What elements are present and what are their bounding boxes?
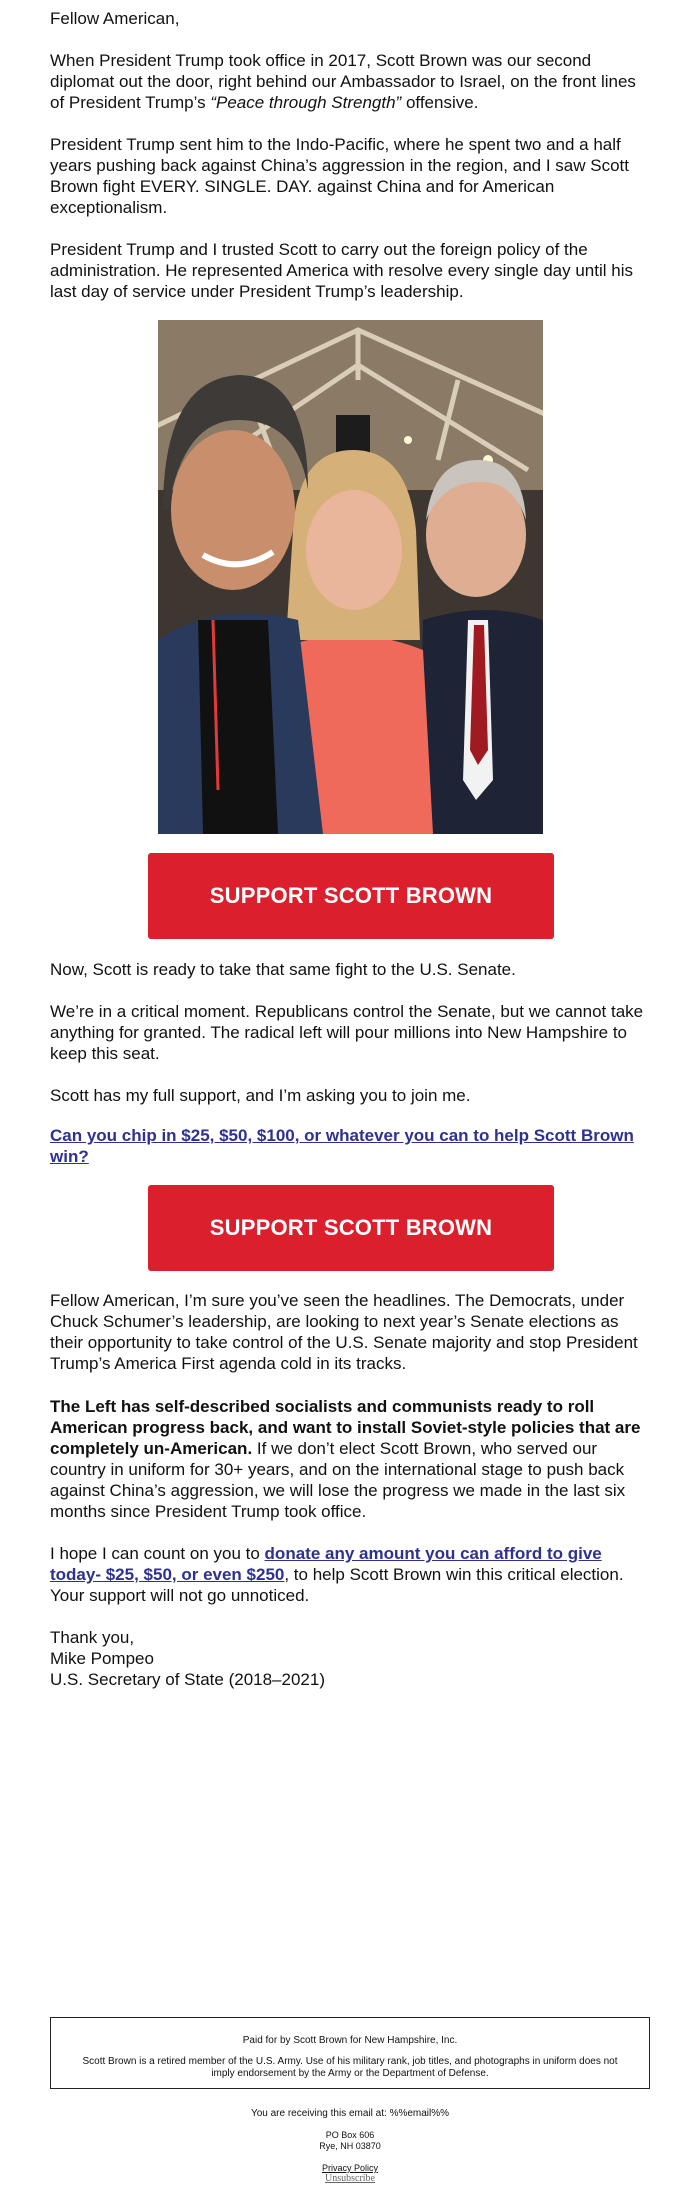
sign-title: U.S. Secretary of State (2018–2021) [50,1670,325,1689]
support-scott-brown-button[interactable]: SUPPORT SCOTT BROWN [148,853,554,939]
paragraph-indo-pacific: President Trump sent him to the Indo-Pacific, where he spent two and a half years pushing back against China’s aggression in the region, and I saw Scott Brown fight EVERY. SINGLE. DAY. against China and for American exceptionalism. [50,135,629,217]
paragraph-left-bold: The Left has self-described socialists and communists ready to roll American progress back, and want to install Soviet-style policies that are completely un-American. [50,1397,641,1458]
paragraph-intro-text: When President Trump took office in 2017, Scott Brown was our second diplomat out the door, right behind our Ambassador to Israel, on the front lines of President Trump’s [50,51,636,112]
disclaimer-box [50,2017,650,2089]
city-state-zip: Rye, NH 03870 [319,2141,381,2151]
sign-name: Mike Pompeo [50,1649,154,1668]
paragraph-donate-end: , to help Scott Brown win this critical election. Your support will not go unnoticed. [50,1565,624,1605]
donate-link[interactable]: donate any amount you can afford to give today- $25, $50, or even $250 [50,1544,602,1584]
support-scott-brown-button-2[interactable]: SUPPORT SCOTT BROWN [148,1185,554,1271]
peace-through-strength-quote: “Peace through Strength” [210,93,402,112]
greeting: Fellow American, [50,9,180,28]
paragraph-support: Scott has my full support, and I’m asking you to join me. [50,1086,471,1105]
paragraph-foreign-policy: President Trump and I trusted Scott to carry out the foreign policy of the administration. He represented America with resolve every single day until his last day of service under President Trump’s leadership. [50,240,633,301]
paragraph-intro [50,50,650,113]
po-box: PO Box 606 [325,2130,375,2140]
group-photo[interactable] [158,320,543,834]
unsubscribe-link[interactable]: Unsubscribe [325,2173,375,2184]
paragraph-intro-end: offensive. [401,93,479,112]
paragraph-senate: Now, Scott is ready to take that same fight to the U.S. Senate. [50,960,516,979]
sign-thanks: Thank you, [50,1628,135,1647]
paid-for-text: Paid for by Scott Brown for New Hampshire, Inc. [242,2035,458,2046]
paragraph-donate-start: I hope I can count on you to [50,1544,265,1563]
mailing-address [0,2130,700,2152]
paragraph-headlines: Fellow American, I’m sure you’ve seen the headlines. The Democrats, under Chuck Schumer’s leadership, are looking to next year’s Senate elections as their opportunity to take control of the U.S. Senate majority and stop President Trump’s America First agenda cold in its tracks. [50,1291,638,1373]
chip-in-paragraph [50,1125,650,1167]
group-photo-illustration [158,320,543,834]
signature [50,1627,325,1690]
paragraph-left-rest: If we don’t elect Scott Brown, who served our country in uniform for 30+ years, and on the international stage to push back against China’s aggression, we will lose the progress we made in the last six months since President Trump took office. [50,1439,626,1521]
chip-in-link[interactable]: Can you chip in $25, $50, $100, or whatever you can to help Scott Brown win? [50,1126,634,1166]
paragraph-donate [50,1543,650,1606]
military-disclaimer: Scott Brown is a retired member of the U.S. Army. Use of his military rank, job titles, and photographs in uniform does not imply endorsement by the Army or the Department of Defense. [82,2056,618,2079]
paragraph-critical-moment: We’re in a critical moment. Republicans control the Senate, but we cannot take anything for granted. The radical left will pour millions into New Hampshire to keep this seat. [50,1002,644,1063]
receiving-email-text: You are receiving this email at: %%email%% [250,2108,450,2119]
privacy-policy-link[interactable]: Privacy Policy [321,2163,378,2173]
paragraph-left [50,1396,650,1522]
